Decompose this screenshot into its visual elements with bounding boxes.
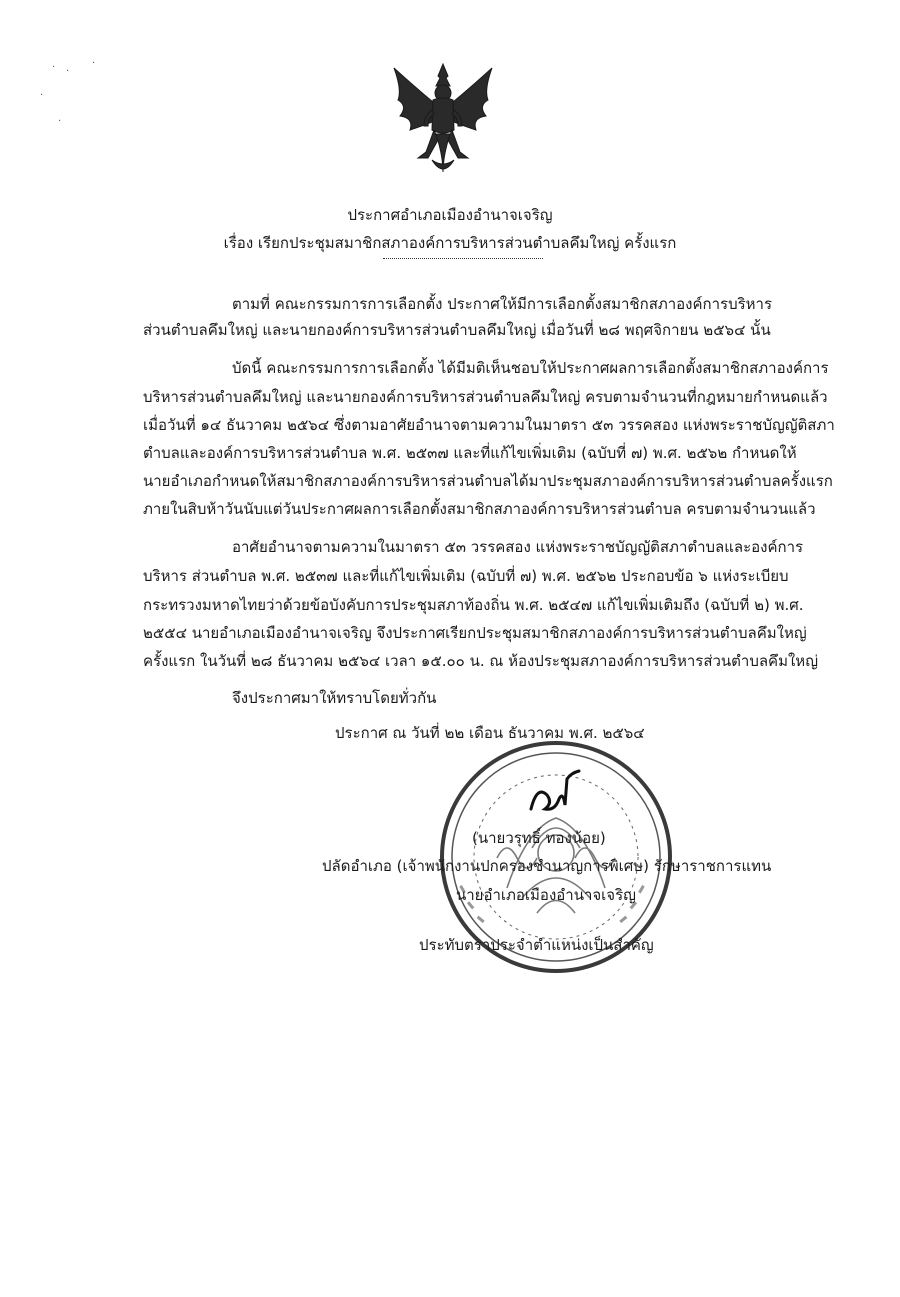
- scan-speck: ·: [40, 90, 44, 101]
- seal-note: ประทับตราประจำตำแหน่งเป็นสำคัญ: [419, 936, 654, 954]
- paragraph-line: ครั้งแรก ในวันที่ ๒๘ ธันวาคม ๒๕๖๔ เวลา ๑๕.๐๐ น. ณ ห้องประชุมสภาองค์การบริหารส่วนตำบลคึมใหญ่: [143, 652, 818, 670]
- paragraph-line: กระทรวงมหาดไทยว่าด้วยข้อบังคับการประชุมสภาท้องถิ่น พ.ศ. ๒๕๔๗ แก้ไขเพิ่มเติมถึง (ฉบับที่ ๒) พ.ศ.: [143, 596, 804, 614]
- handwritten-signature-icon: [525, 765, 585, 825]
- scan-speck: ·: [66, 66, 70, 77]
- signature-date: ประกาศ ณ วันที่ ๒๒ เดือน ธันวาคม พ.ศ. ๒๕๖๔: [335, 724, 645, 742]
- paragraph-line: ภายในสิบห้าวันนับแต่วันประกาศผลการเลือกตั้งสมาชิกสภาองค์การบริหารส่วนตำบล ครบตามจำนวนแล้ว: [143, 500, 816, 518]
- announcement-subject: เรื่อง เรียกประชุมสมาชิกสภาองค์การบริหารส่วนตำบลคึมใหญ่ ครั้งแรก: [223, 234, 677, 252]
- scan-speck: ·: [92, 58, 96, 69]
- paragraph-line: นายอำเภอกำหนดให้สมาชิกสภาองค์การบริหารส่วนตำบลได้มาประชุมสภาองค์การบริหารส่วนตำบลครั้งแรก: [143, 472, 833, 490]
- paragraph-line: ๒๕๕๔ นายอำเภอเมืองอำนาจเจริญ จึงประกาศเรียกประชุมสมาชิกสภาองค์การบริหารส่วนตำบลคึมใหญ่: [143, 624, 807, 642]
- paragraph-line: ตามที่ คณะกรรมการการเลือกตั้ง ประกาศให้มีการเลือกตั้งสมาชิกสภาองค์การบริหาร: [232, 295, 773, 313]
- paragraph-line: บัดนี้ คณะกรรมการการเลือกตั้ง ได้มีมติเห็นชอบให้ประกาศผลการเลือกตั้งสมาชิกสภาองค์การ: [232, 359, 829, 377]
- announcement-title: ประกาศอำเภอเมืองอำนาจเจริญ: [347, 206, 553, 224]
- title-divider: [383, 258, 543, 259]
- paragraph-line: ส่วนตำบลคึมใหญ่ และนายกองค์การบริหารส่วนตำบลคึมใหญ่ เมื่อวันที่ ๒๘ พฤศจิกายน ๒๕๖๔ นั้น: [143, 321, 771, 339]
- signer-name: (นายวรุทธิ์ ทองน้อย): [472, 829, 606, 847]
- paragraph-line: ตำบลและองค์การบริหารส่วนตำบล พ.ศ. ๒๕๓๗ และที่แก้ไขเพิ่มเติม (ฉบับที่ ๗) พ.ศ. ๒๕๖๒ กำหนดให้: [143, 444, 797, 462]
- paragraph-line: บริหาร ส่วนตำบล พ.ศ. ๒๕๓๗ และที่แก้ไขเพิ่มเติม (ฉบับที่ ๗) พ.ศ. ๒๕๖๒ ประกอบข้อ ๖ แห่งระเบียบ: [143, 567, 789, 585]
- scan-speck: ·: [58, 116, 62, 127]
- closing-text: จึงประกาศมาให้ทราบโดยทั่วกัน: [232, 689, 437, 707]
- scan-speck: ·: [52, 62, 56, 73]
- garuda-emblem-icon: [388, 60, 498, 180]
- signer-position: ปลัดอำเภอ (เจ้าพนักงานปกครองชำนาญการพิเศษ) รักษาราชการแทน: [322, 857, 772, 875]
- paragraph-line: อาศัยอำนาจตามความในมาตรา ๕๓ วรรคสอง แห่งพระราชบัญญัติสภาตำบลและองค์การ: [232, 538, 804, 556]
- signer-office: นายอำเภอเมืองอำนาจเจริญ: [456, 886, 636, 904]
- paragraph-line: บริหารส่วนตำบลคึมใหญ่ และนายกองค์การบริหารส่วนตำบลคึมใหญ่ ครบตามจำนวนที่กฎหมายกำหนดแล้ว: [143, 388, 828, 406]
- paragraph-line: เมื่อวันที่ ๑๔ ธันวาคม ๒๕๖๔ ซึ่งตามอาศัยอำนาจตามความในมาตรา ๕๓ วรรคสอง แห่งพระราชบัญญัติสภา: [143, 416, 835, 434]
